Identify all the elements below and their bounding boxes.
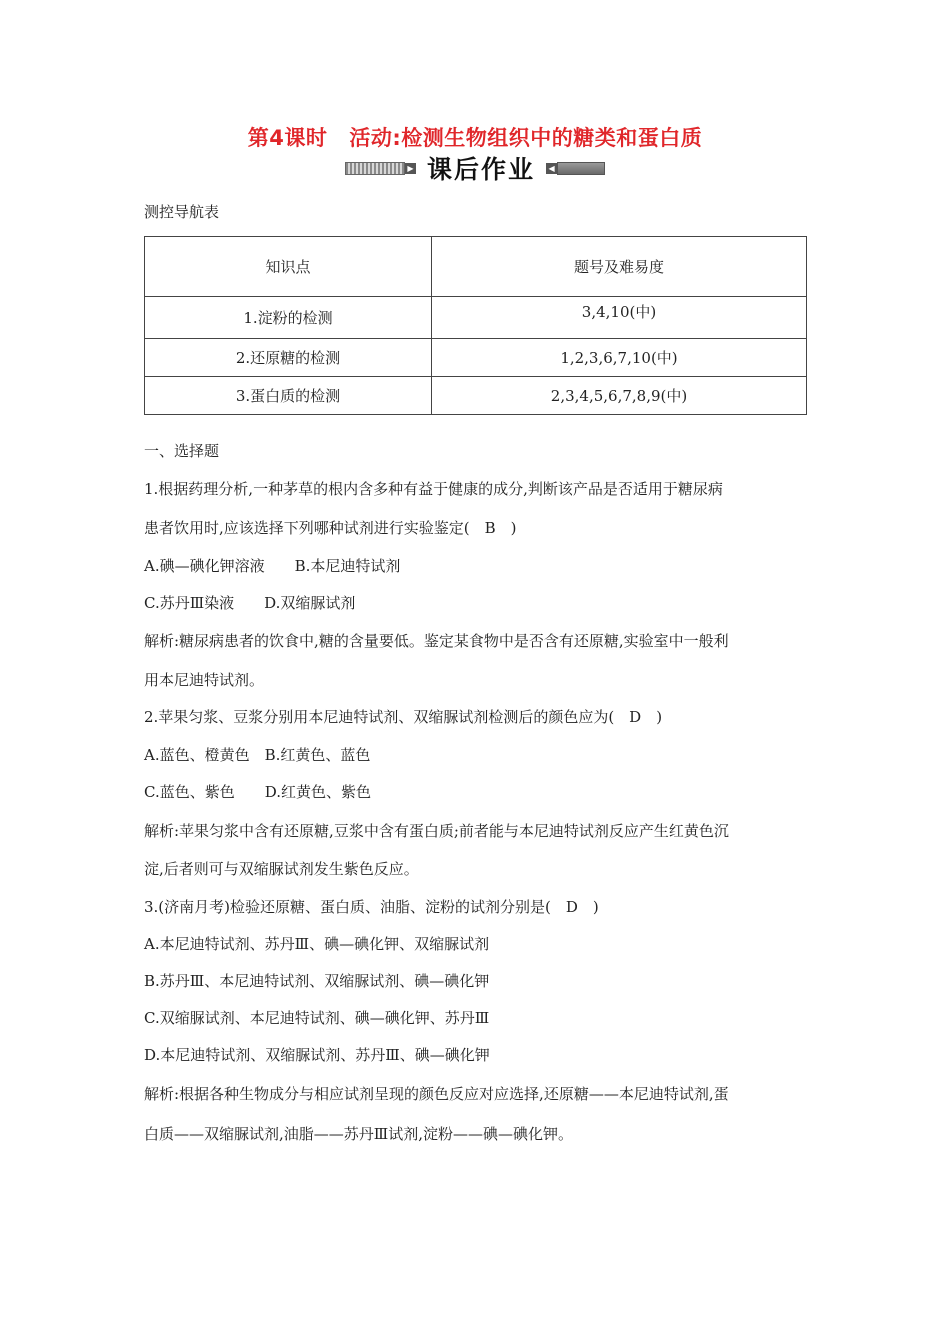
- question-3-analysis: 解析:根据各种生物成分与相应试剂呈现的颜色反应对应选择,还原糖——本尼迪特试剂,蛋: [144, 1085, 729, 1103]
- page-title: [0, 122, 950, 152]
- navigation-table: [144, 236, 807, 415]
- banner-label: 课后作业: [426, 155, 535, 184]
- play-right-icon: ▶: [405, 163, 416, 174]
- lesson-number: 第4课时: [247, 126, 328, 150]
- table-header-row: [145, 237, 807, 297]
- lesson-title: 活动:检测生物组织中的糖类和蛋白质: [349, 126, 703, 150]
- banner-left-decoration: [345, 162, 405, 175]
- question-3-option-a: A.本尼迪特试剂、苏丹Ⅲ、碘—碘化钾、双缩脲试剂: [144, 935, 490, 953]
- play-left-icon: ◀: [546, 163, 557, 174]
- homework-banner: [0, 150, 950, 184]
- table-cell: 1.淀粉的检测: [145, 297, 432, 339]
- table-cell: 3.蛋白质的检测: [145, 377, 432, 415]
- question-1-analysis: 解析:糖尿病患者的饮食中,糖的含量要低。鉴定某食物中是否含有还原糖,实验室中一般利: [144, 632, 729, 650]
- question-1-stem: 患者饮用时,应该选择下列哪种试剂进行实验鉴定( B ): [144, 519, 517, 537]
- column-header: 题号及难易度: [432, 237, 807, 297]
- question-3-stem: 3.(济南月考)检验还原糖、蛋白质、油脂、淀粉的试剂分别是( D ): [144, 898, 599, 916]
- table-cell: 1,2,3,6,7,10(中): [432, 339, 807, 377]
- table-row: [145, 377, 807, 415]
- table-row: [145, 297, 807, 339]
- table-cell: 2,3,4,5,6,7,8,9(中): [432, 377, 807, 415]
- question-2-stem: 2.苹果匀浆、豆浆分别用本尼迪特试剂、双缩脲试剂检测后的颜色应为( D ): [144, 708, 663, 726]
- question-2-analysis: 解析:苹果匀浆中含有还原糖,豆浆中含有蛋白质;前者能与本尼迪特试剂反应产生红黄色沉: [144, 822, 729, 840]
- question-2-options: C.蓝色、紫色 D.红黄色、紫色: [144, 783, 371, 801]
- section-heading: 一、选择题: [144, 442, 220, 460]
- question-1-options: C.苏丹Ⅲ染液 D.双缩脲试剂: [144, 594, 356, 612]
- banner-right-decoration: [557, 162, 605, 175]
- table-row: [145, 339, 807, 377]
- question-2-options: A.蓝色、橙黄色 B.红黄色、蓝色: [144, 746, 371, 764]
- question-3-analysis: 白质——双缩脲试剂,油脂——苏丹Ⅲ试剂,淀粉——碘—碘化钾。: [144, 1125, 574, 1143]
- table-caption: 测控导航表: [144, 203, 220, 221]
- column-header: 知识点: [145, 237, 432, 297]
- question-1-stem: 1.根据药理分析,一种茅草的根内含多种有益于健康的成分,判断该产品是否适用于糖尿病: [144, 480, 723, 498]
- question-3-option-d: D.本尼迪特试剂、双缩脲试剂、苏丹Ⅲ、碘—碘化钾: [144, 1046, 490, 1064]
- question-1-analysis: 用本尼迪特试剂。: [144, 671, 265, 689]
- table-cell: 2.还原糖的检测: [145, 339, 432, 377]
- question-3-option-c: C.双缩脲试剂、本尼迪特试剂、碘—碘化钾、苏丹Ⅲ: [144, 1009, 490, 1027]
- question-1-options: A.碘—碘化钾溶液 B.本尼迪特试剂: [144, 557, 401, 575]
- table-cell: 3,4,10(中): [432, 297, 807, 339]
- question-2-analysis: 淀,后者则可与双缩脲试剂发生紫色反应。: [144, 860, 419, 878]
- question-3-option-b: B.苏丹Ⅲ、本尼迪特试剂、双缩脲试剂、碘—碘化钾: [144, 972, 490, 990]
